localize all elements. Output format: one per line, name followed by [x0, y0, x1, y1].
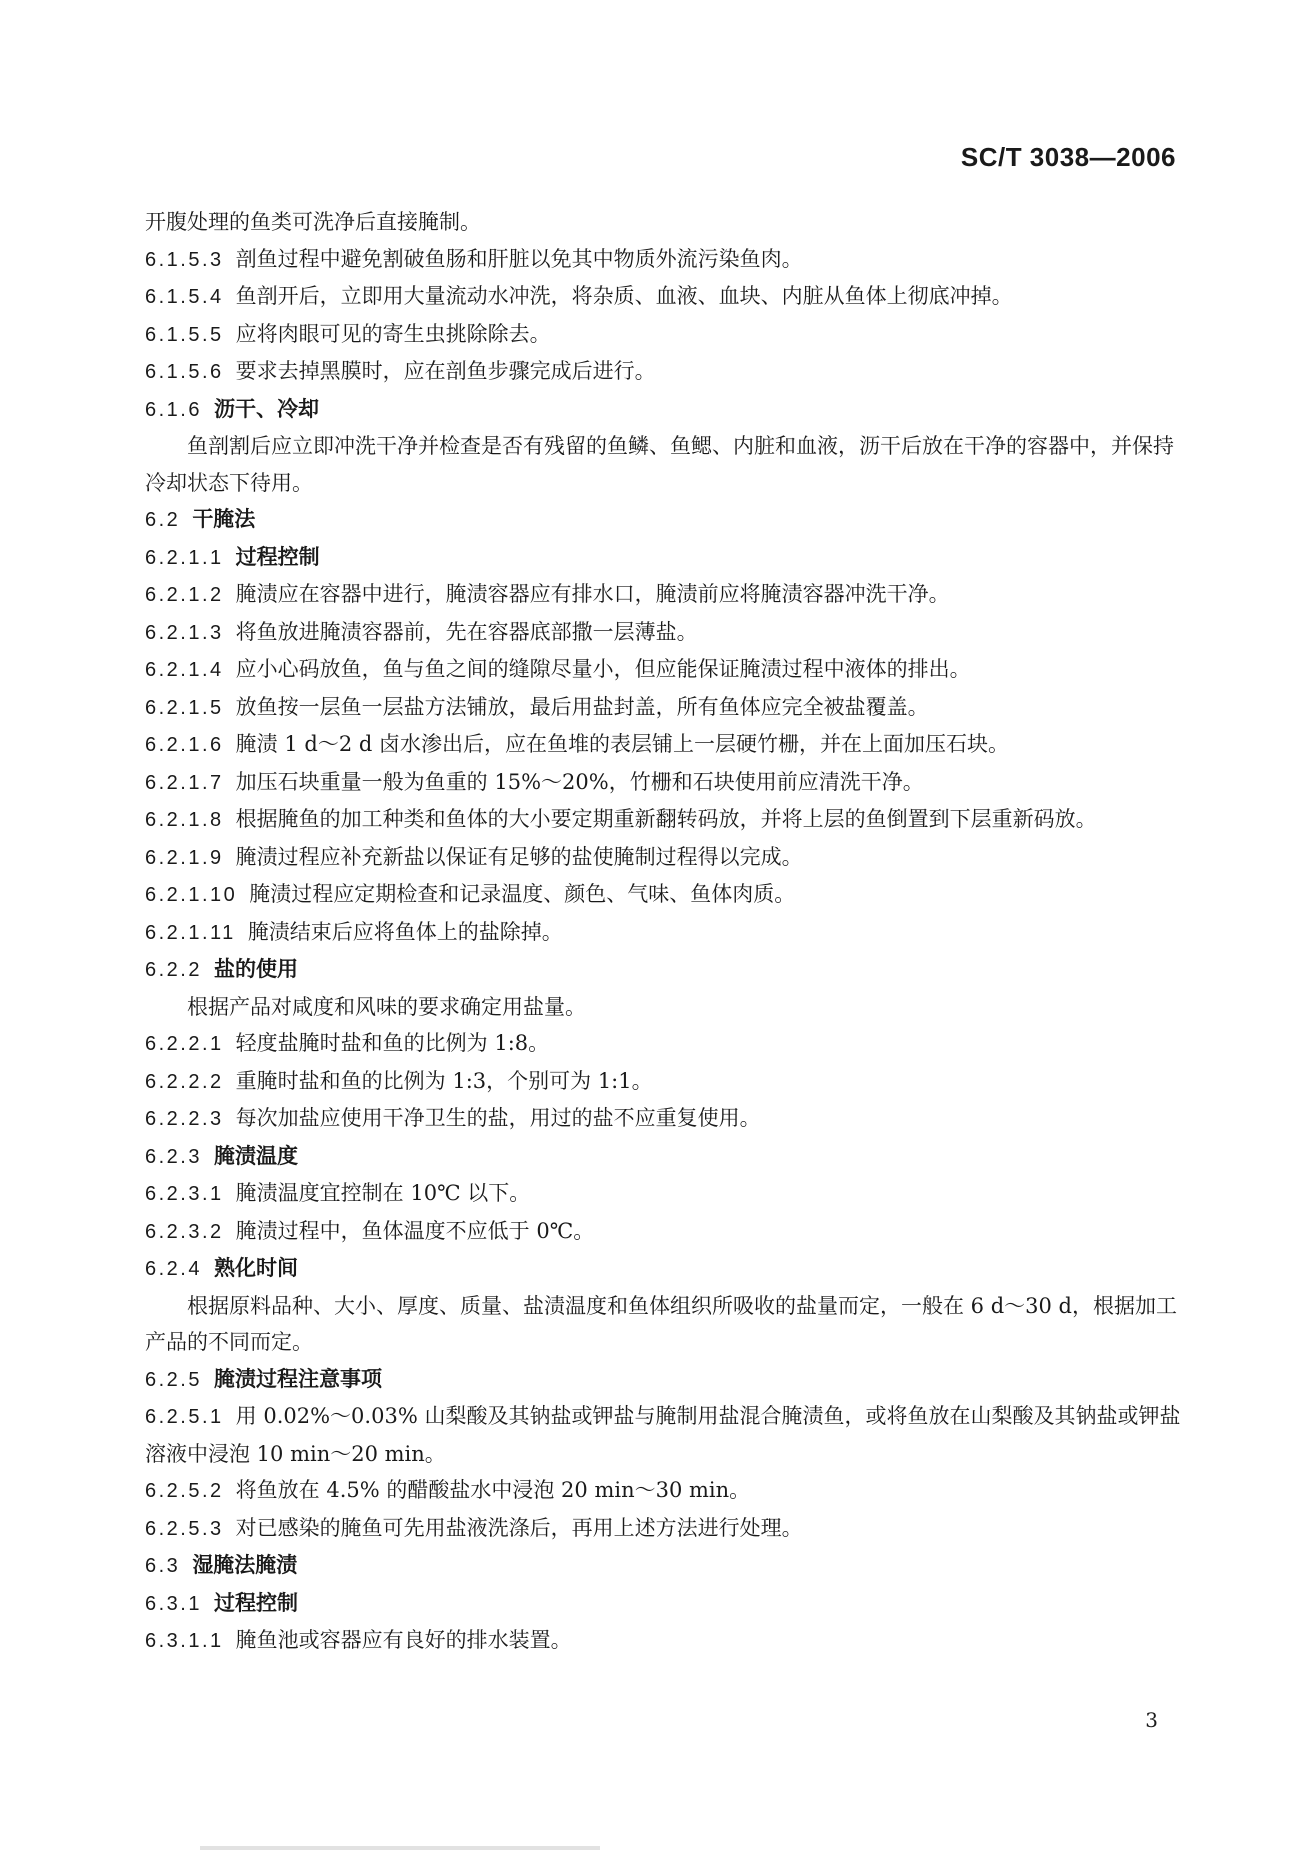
clause-number: 6.2.5.3: [145, 1517, 224, 1540]
clause-number: 6.1.5.6: [145, 361, 224, 383]
clause-text: 用 0.02%～0.03% 山梨酸及其钠盐或钾盐与腌制用盐混合腌渍鱼，或将鱼放在山梨酸及其钠盐或钾盐溶液中浸泡 10 min～20 min。: [145, 1404, 1181, 1466]
section-heading: [145, 1361, 1185, 1399]
paragraph-line: [145, 1288, 1185, 1361]
document-body: [145, 204, 1185, 1660]
clause-text: 腌渍过程应定期检查和记录温度、颜色、气味、鱼体肉质。: [249, 882, 796, 906]
clause-text: 每次加盐应使用干净卫生的盐，用过的盐不应重复使用。: [235, 1106, 761, 1130]
paragraph-line: [145, 614, 1185, 652]
paragraph-line: [145, 1100, 1185, 1138]
section-heading: [145, 951, 1185, 989]
clause-text: 腌渍过程应补充新盐以保证有足够的盐使腌制过程得以完成。: [235, 844, 803, 869]
clause-number: 6.2.1.5: [145, 696, 224, 719]
paragraph-line: [145, 1622, 1185, 1660]
clause-text: 鱼剖割后应立即冲洗干净并检查是否有残留的鱼鳞、鱼鳃、内脏和血液，沥干后放在干净的容器中，并保持冷却状态下待用。: [145, 434, 1174, 495]
clause-text: 腌渍应在容器中进行，腌渍容器应有排水口，腌渍前应将腌渍容器冲洗干净。: [235, 582, 950, 606]
clause-text: 腌鱼池或容器应有良好的排水装置。: [235, 1628, 572, 1652]
heading-text: 干腌法: [192, 506, 256, 531]
paragraph-line: [145, 1398, 1185, 1472]
clause-text: 根据腌鱼的加工种类和鱼体的大小要定期重新翻转码放，并将上层的鱼倒置到下层重新码放。: [235, 807, 1097, 831]
clause-number: 6.2.1.9: [145, 846, 224, 869]
clause-number: 6.2.2.2: [145, 1070, 224, 1093]
clause-number: 6.1.5.3: [145, 248, 224, 271]
paragraph-line: [145, 689, 1185, 727]
clause-text: 腌渍温度宜控制在 10℃ 以下。: [235, 1181, 531, 1205]
clause-number: 6.2.2: [145, 959, 202, 981]
heading-text: 沥干、冷却: [213, 395, 319, 421]
paragraph-line: [145, 204, 1185, 241]
heading-text: 过程控制: [213, 1589, 298, 1615]
clause-number: 6.3.1: [145, 1592, 202, 1615]
clause-text: 剖鱼过程中避免割破鱼肠和肝脏以免其中物质外流污染鱼肉。: [235, 246, 803, 271]
section-heading: [145, 1250, 1185, 1288]
clause-text: 放鱼按一层鱼一层盐方法铺放，最后用盐封盖，所有鱼体应完全被盐覆盖。: [235, 694, 929, 719]
paragraph-line: [145, 1213, 1185, 1251]
paragraph-line: [145, 353, 1185, 391]
heading-text: 湿腌法腌渍: [192, 1552, 298, 1577]
paragraph-line: [145, 1175, 1185, 1213]
scan-artifact-line: [200, 1846, 600, 1850]
clause-number: 6.2.4: [145, 1258, 202, 1280]
paragraph-line: [145, 428, 1185, 501]
page-number: 3: [1145, 1708, 1158, 1732]
section-heading: [145, 1547, 1185, 1585]
clause-text: 鱼剖开后，立即用大量流动水冲洗，将杂质、血液、血块、内脏从鱼体上彻底冲掉。: [235, 284, 1013, 308]
paragraph-line: [145, 839, 1185, 877]
clause-text: 将鱼放在 4.5% 的醋酸盐水中浸泡 20 min～30 min。: [235, 1478, 751, 1502]
paragraph-line: [145, 914, 1185, 952]
section-heading: [145, 391, 1185, 429]
clause-number: 6.2.1.1: [145, 546, 224, 569]
clause-number: 6.2.5: [145, 1368, 202, 1391]
section-heading: [145, 539, 1185, 577]
clause-number: 6.2.1.3: [145, 621, 224, 644]
paragraph-line: [145, 876, 1185, 914]
clause-text: 轻度盐腌时盐和鱼的比例为 1:8。: [235, 1031, 550, 1055]
clause-number: 6.2: [145, 509, 181, 531]
paragraph-line: [145, 1510, 1185, 1548]
paragraph-line: [145, 1063, 1185, 1101]
paragraph-line: [145, 316, 1185, 354]
paragraph-line: [145, 576, 1185, 614]
clause-text: 应将肉眼可见的寄生虫挑除除去。: [235, 321, 551, 346]
clause-number: 6.3.1.1: [145, 1630, 224, 1652]
clause-number: 6.2.1.2: [145, 584, 224, 606]
clause-number: 6.2.1.6: [145, 734, 224, 756]
clause-number: 6.2.3: [145, 1145, 202, 1168]
clause-text: 对已感染的腌鱼可先用盐液洗涤后，再用上述方法进行处理。: [235, 1515, 803, 1540]
clause-number: 6.1.5.4: [145, 286, 224, 308]
paragraph-line: [145, 1025, 1185, 1063]
heading-text: 熟化时间: [213, 1255, 298, 1280]
paragraph-line: [145, 764, 1185, 802]
paragraph-line: [145, 651, 1185, 689]
document-code: SC/T 3038—2006: [960, 142, 1176, 172]
clause-number: 6.2.1.11: [145, 921, 236, 944]
heading-text: 腌渍温度: [213, 1142, 298, 1168]
paragraph-line: [145, 801, 1185, 839]
clause-number: 6.2.1.10: [145, 884, 238, 906]
clause-number: 6.2.1.7: [145, 771, 224, 794]
clause-number: 6.2.5.2: [145, 1480, 224, 1502]
heading-text: 腌渍过程注意事项: [213, 1365, 382, 1391]
clause-number: 6.2.1.8: [145, 809, 224, 831]
paragraph-line: [145, 241, 1185, 279]
clause-number: 6.2.3.1: [145, 1183, 224, 1205]
clause-text: 将鱼放进腌渍容器前，先在容器底部撒一层薄盐。: [235, 619, 698, 644]
clause-text: 腌渍 1 d～2 d 卤水渗出后，应在鱼堆的表层铺上一层硬竹栅，并在上面加压石块。: [235, 732, 1009, 756]
paragraph-line: [145, 278, 1185, 316]
section-heading: [145, 501, 1185, 539]
paragraph-line: [145, 726, 1185, 764]
clause-number: 6.2.2.1: [145, 1033, 224, 1055]
clause-text: 要求去掉黑膜时，应在剖鱼步骤完成后进行。: [235, 359, 656, 383]
section-heading: [145, 1138, 1185, 1176]
clause-text: 根据产品对咸度和风味的要求确定用盐量。: [187, 994, 586, 1019]
clause-number: 6.3: [145, 1555, 181, 1577]
clause-text: 重腌时盐和鱼的比例为 1:3，个别可为 1:1。: [235, 1068, 653, 1093]
clause-number: 6.2.5.1: [145, 1406, 224, 1428]
heading-text: 盐的使用: [213, 956, 298, 981]
clause-number: 6.1.5.5: [145, 323, 224, 346]
clause-number: 6.1.6: [145, 398, 202, 421]
section-heading: [145, 1585, 1185, 1623]
clause-text: 应小心码放鱼，鱼与鱼之间的缝隙尽量小，但应能保证腌渍过程中液体的排出。: [235, 657, 971, 681]
clause-number: 6.2.3.2: [145, 1220, 224, 1243]
paragraph-line: [145, 989, 1185, 1026]
paragraph-line: [145, 1472, 1185, 1510]
clause-text: 根据原料品种、大小、厚度、质量、盐渍温度和鱼体组织所吸收的盐量而定，一般在 6 d～30 d，根据加工产品的不同而定。: [145, 1293, 1177, 1354]
clause-text: 开腹处理的鱼类可洗净后直接腌制。: [145, 210, 481, 234]
clause-number: 6.2.2.3: [145, 1108, 224, 1130]
clause-text: 腌渍过程中，鱼体温度不应低于 0℃。: [235, 1218, 595, 1243]
clause-number: 6.2.1.4: [145, 659, 224, 681]
clause-text: 加压石块重量一般为鱼重的 15%～20%，竹栅和石块使用前应清洗干净。: [235, 769, 924, 794]
heading-text: 过程控制: [235, 543, 320, 569]
clause-text: 腌渍结束后应将鱼体上的盐除掉。: [247, 919, 563, 944]
